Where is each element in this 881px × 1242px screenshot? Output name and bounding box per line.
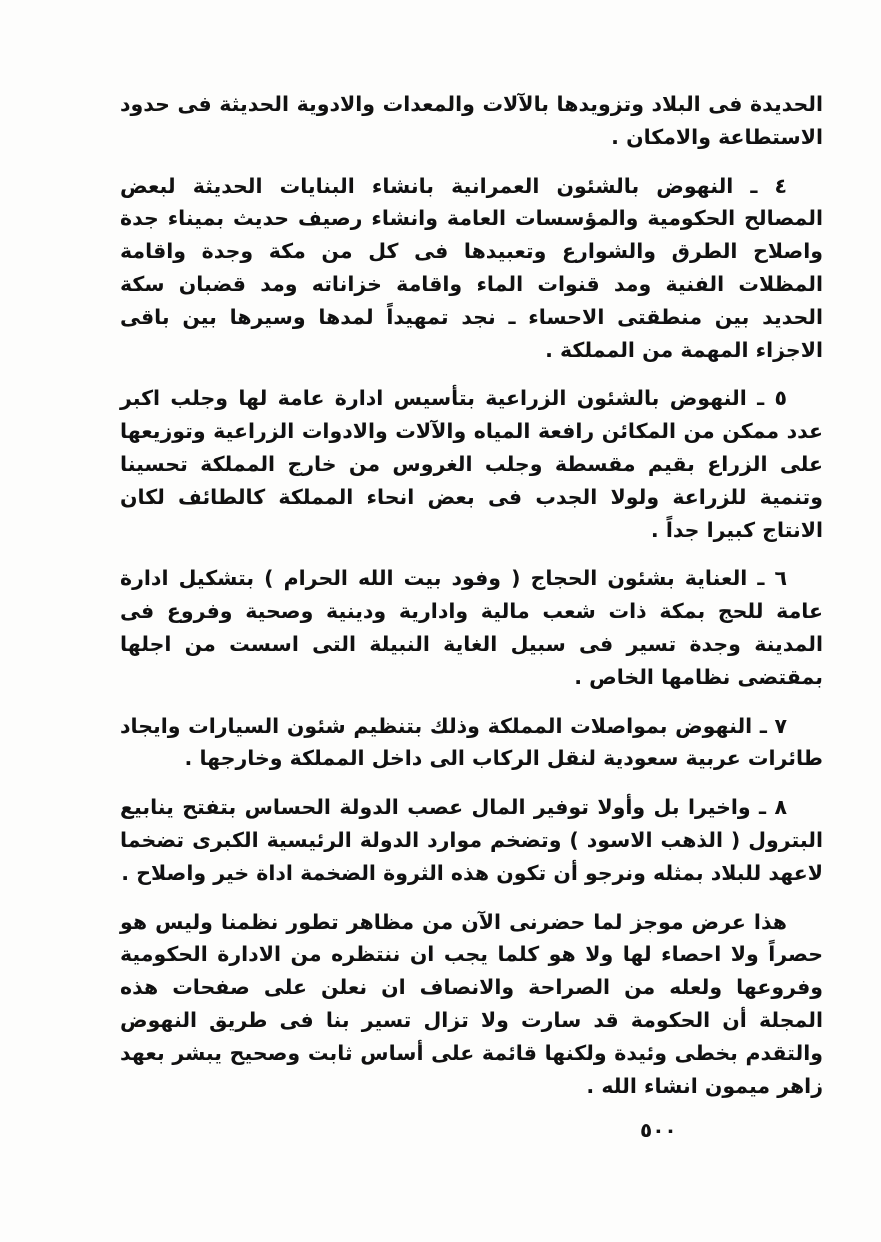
paragraph-item-8-petroleum: ٨ ـ واخيرا بل وأولا توفير المال عصب الدولة الحساس بتفتح ينابيع البترول ( الذهب الاسود ) وتضخم موارد الدولة الرئيسية الكبرى تضخما لاعهد للبلاد بمثله ونرجو أن تكون هذه الثروة الضخمة اداة خير واصلاح . — [120, 795, 823, 885]
paragraph-continuation: الحديدة فى البلاد وتزويدها بالآلات والمعدات والادوية الحديثة فى حدود الاستطاعة والامكان . — [120, 92, 823, 149]
paragraph-conclusion: هذا عرض موجز لما حضرنى الآن من مظاهر تطور نظمنا وليس هو حصراً ولا احصاء لها ولا هو كلما يجب ان ننتظره من الادارة الحكومية وفروعها ولعله من الصراحة والانصاف ان نعلن على صفحات هذه المجلة أن الحكومة قد سارت ولا تزال تسير بنا فى طريق النهوض والتقدم بخطى وئيدة ولكنها قائمة على أساس ثابت وصحيح يبشر بعهد زاهر ميمون انشاء الله . — [120, 909, 823, 1098]
page-number: ٥٠٠ — [640, 1118, 677, 1142]
paragraph-item-5-agriculture: ٥ ـ النهوض بالشئون الزراعية بتأسيس ادارة عامة لها وجلب اكبر عدد ممكن من المكائن رافعة المياه والآلات والادوات الزراعية وتوزيعها على الزراع بقيم مقسطة وجلب الغروس من خارج المملكة تحسينا وتنمية للزراعة ولولا الجدب فى بعض انحاء المملكة كالطائف لكان الانتاج كبيرا جداً . — [120, 386, 823, 542]
body-text — [120, 88, 823, 1118]
paragraph-item-4-urban-affairs: ٤ ـ النهوض بالشئون العمرانية بانشاء البنايات الحديثة لبعض المصالح الحكومية والمؤسسات العامة وانشاء رصيف حديث بميناء جدة واصلاح الطرق والشوارع وتعبيدها فى كل من مكة وجدة واقامة المظلات الفنية ومد قنوات الماء واقامة خزاناته ومد قضبان سكة الحديد بين منطقتى الاحساء ـ نجد تمهيداً لمدها وسيرها بين باقى الاجزاء المهمة من المملكة . — [120, 173, 823, 362]
paragraph-item-7-transport: ٧ ـ النهوض بمواصلات المملكة وذلك بتنظيم شئون السيارات وايجاد طائرات عربية سعودية لنقل الركاب الى داخل المملكة وخارجها . — [120, 713, 823, 771]
paragraph-item-6-pilgrims: ٦ ـ العناية بشئون الحجاج ( وفود بيت الله الحرام ) بتشكيل ادارة عامة للحج بمكة ذات شعب مالية وادارية ودينية وصحية وفروع فى المدينة وجدة تسير فى سبيل الغاية النبيلة التى اسست من اجلها بمقتضى نظامها الخاص . — [120, 566, 823, 689]
